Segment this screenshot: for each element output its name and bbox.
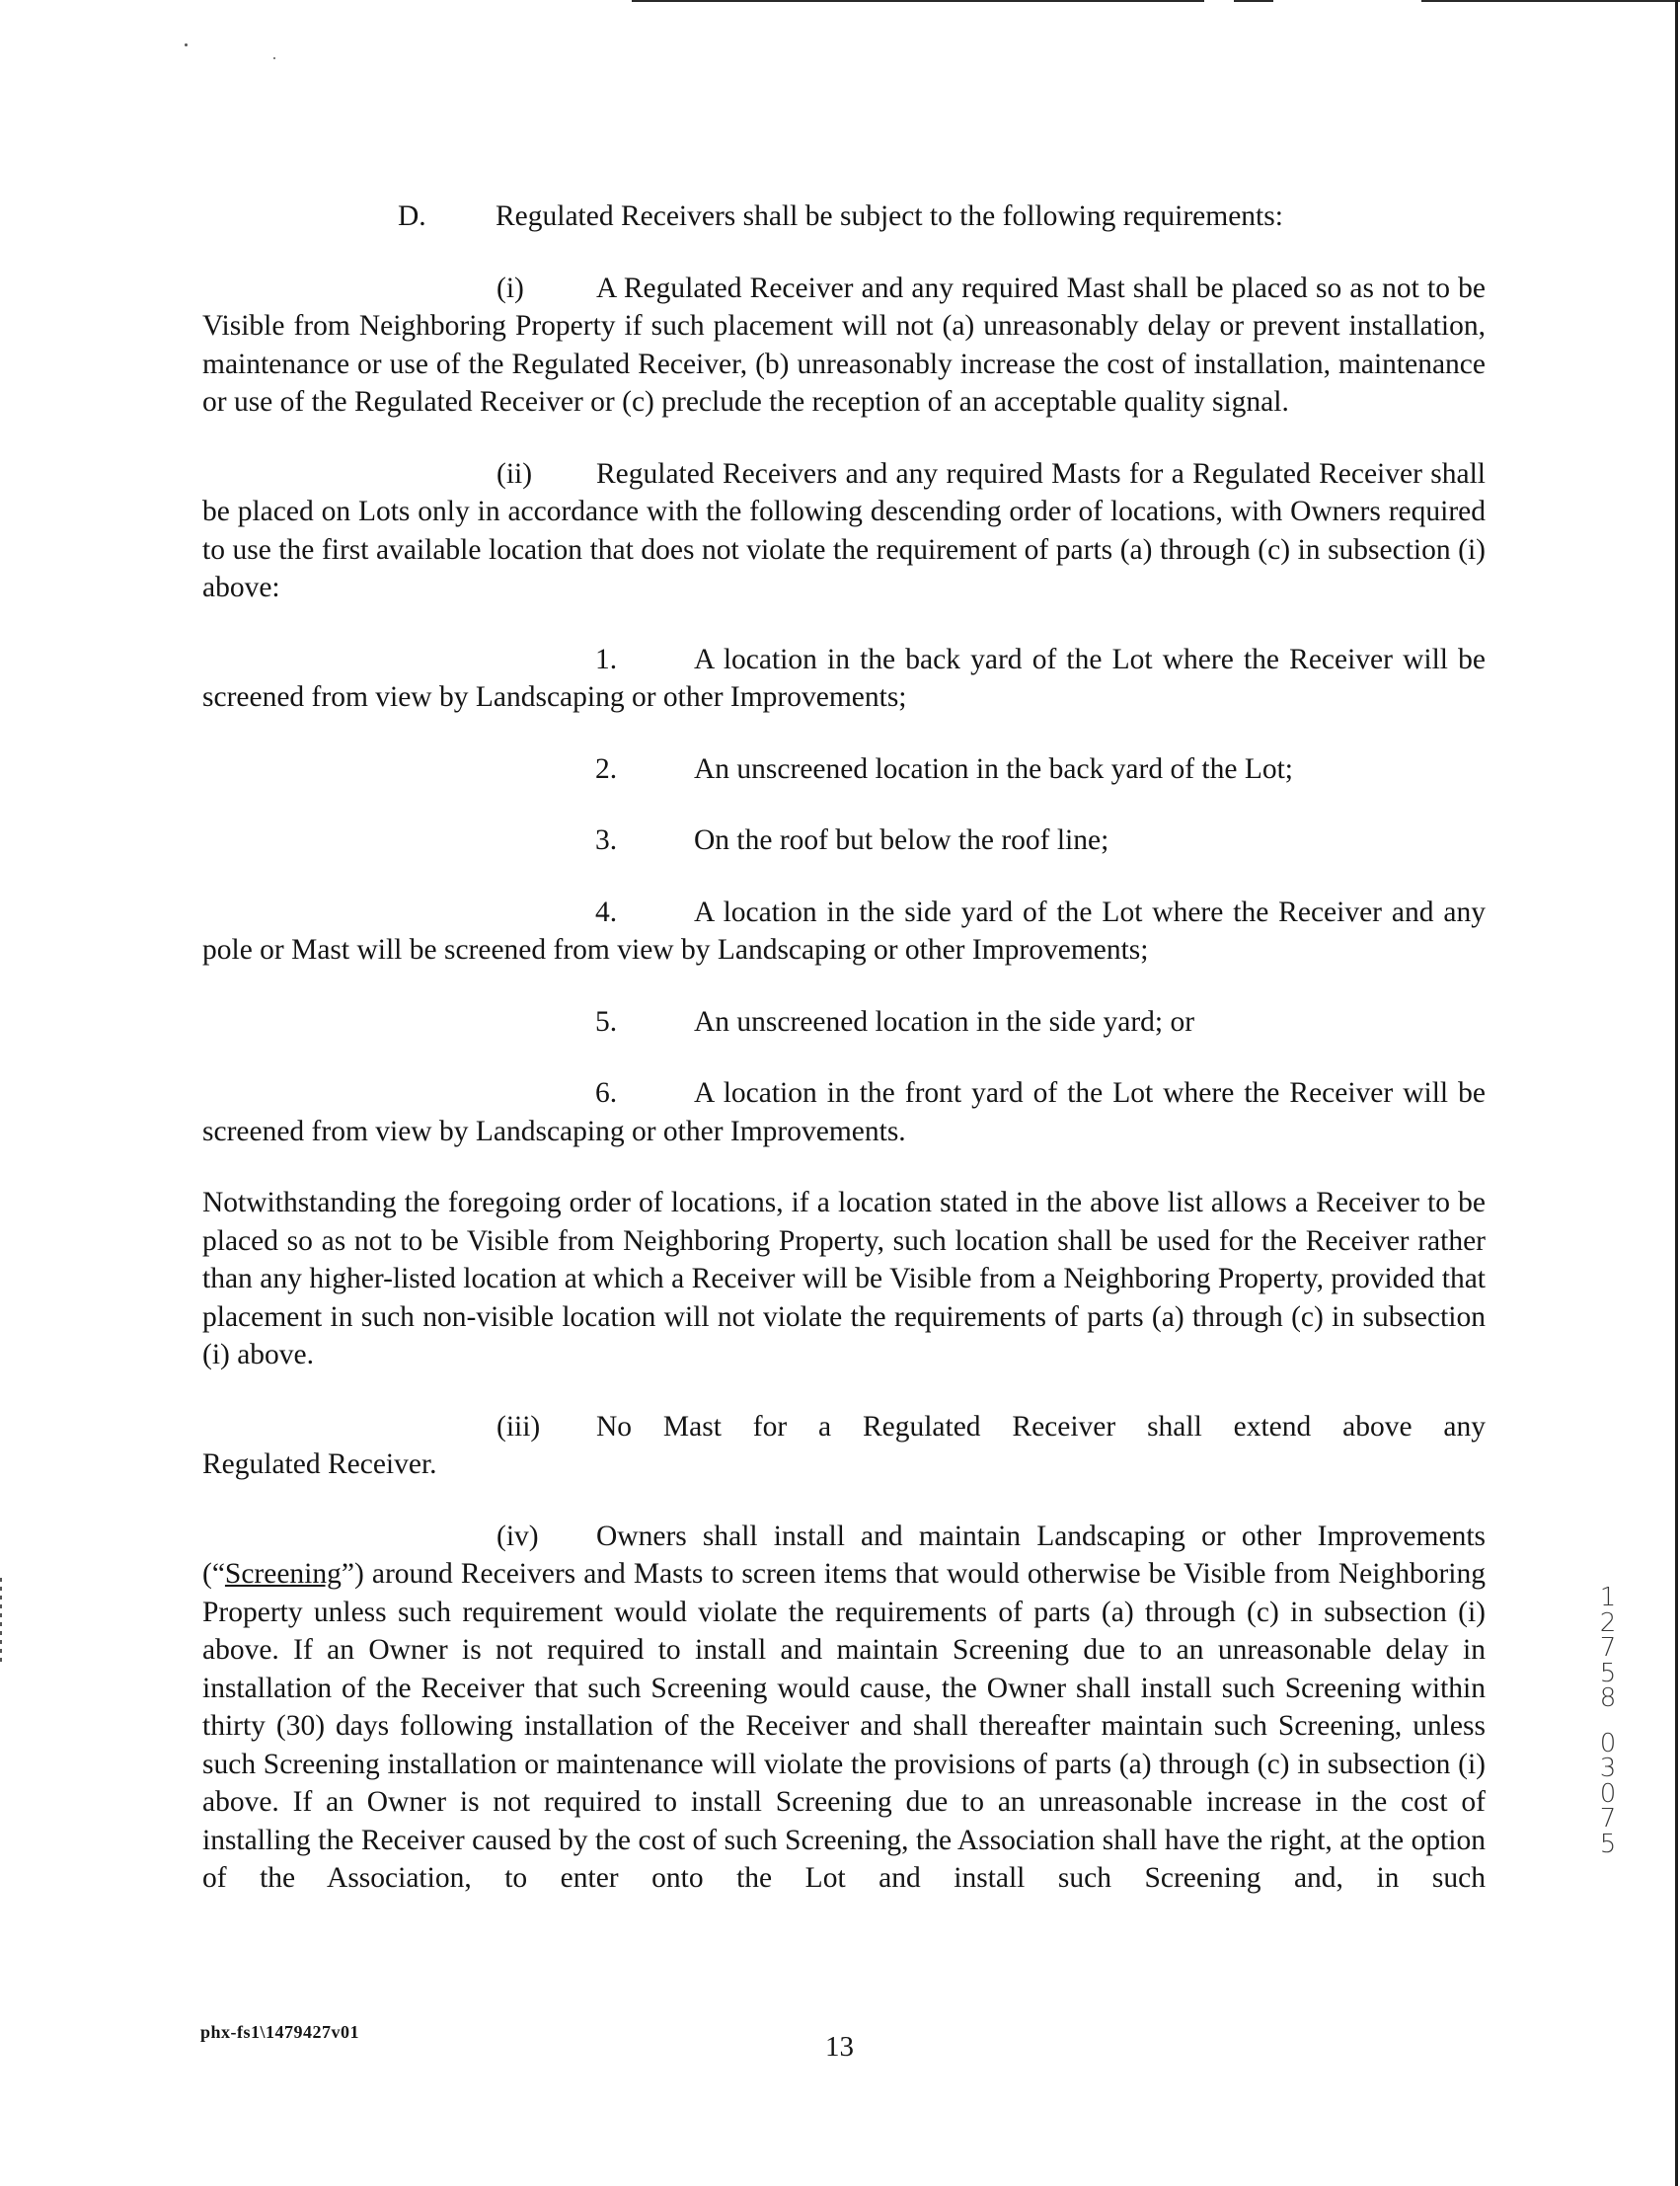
location-item-5 <box>202 1003 1486 1042</box>
list-text: A location in the back yard of the Lot where the Receiver will be screened from view by Landscaping or other Improvements; <box>202 643 1486 713</box>
stamp-digit: 5 <box>1599 1829 1617 1859</box>
list-number: 3. <box>595 824 618 856</box>
stamp-digit: 7 <box>1599 1633 1617 1663</box>
location-item-3 <box>202 821 1486 860</box>
notwithstanding-paragraph: Notwithstanding the foregoing order of locations, if a location stated in the above list allows a Receiver to be placed so as not to be Visible from Neighboring Property, such location shall be used for the Receiver rather than any higher-listed location at which a Receiver will be Visible from a Neighboring Property, provided that placement in such non-visible location will not violate the requirements of parts (a) through (c) in subsection (i) above. <box>202 1187 1486 1370</box>
list-text: A location in the front yard of the Lot where the Receiver will be screened from view by Landscaping or other Improvements. <box>202 1077 1486 1147</box>
subsection-text: ”) around Receivers and Masts to screen items that would otherwise be Visible from Neighboring Property unless such requirement would violate the requirements of parts (a) through (c) in subsection (i) above. If an Owner is not required to install and maintain Screening due to an unreasonable delay in installation of the Receiver that such Screening would cause, the Owner shall install such Screening within thirty (30) days following installation of the Receiver and shall thereafter maintain such Screening, unless such Screening installation or maintenance will violate the provisions of parts (a) through (c) in subsection (i) above. If an Owner is not required to install Screening due to an unreasonable increase in the cost of installing the Receiver caused by the cost of such Screening, the Association shall have the right, at the option of the Association, to enter onto the Lot and install such Screening and, in such <box>202 1558 1486 1894</box>
defined-term-screening: Screening <box>224 1558 342 1590</box>
scan-edge <box>1421 0 1680 2</box>
list-text: On the roof but below the roof line; <box>694 824 1109 856</box>
section-label: D. <box>398 200 426 232</box>
list-number: 1. <box>595 643 618 675</box>
subsection-iii <box>202 1408 1486 1446</box>
subsection-label: (iii) <box>496 1410 541 1443</box>
scan-speck <box>273 57 275 59</box>
section-text: Regulated Receivers shall be subject to the following requirements: <box>496 200 1283 232</box>
stamp-digit: 2 <box>1599 1607 1617 1638</box>
subsection-text: A Regulated Receiver and any required Mast shall be placed so as not to be Visible from Neighboring Property if such placement will not (a) unreasonably delay or prevent installation, maintenance or use of the Regulated Receiver, (b) unreasonably increase the cost of installation, maintenance or use of the Regulated Receiver or (c) preclude the reception of an acceptable quality signal. <box>202 272 1486 418</box>
scan-edge <box>632 0 1204 2</box>
scan-edge <box>0 1578 2 1667</box>
location-item-4 <box>202 894 1486 970</box>
list-text: An unscreened location in the side yard; or <box>694 1005 1195 1038</box>
subsection-ii <box>202 455 1486 607</box>
scan-edge <box>1675 0 1678 2186</box>
location-item-6 <box>202 1074 1486 1150</box>
document-id: phx-fs1\1479427v01 <box>200 2022 360 2042</box>
stamp-digit: 3 <box>1599 1754 1617 1783</box>
scan-edge <box>1234 0 1273 2</box>
recording-stamp <box>1593 1583 1623 1859</box>
list-number: 5. <box>595 1005 618 1038</box>
list-number: 6. <box>595 1077 618 1109</box>
scan-speck <box>185 43 188 46</box>
page-number: 13 <box>825 2031 854 2063</box>
location-item-1 <box>202 641 1486 717</box>
document-body <box>202 197 1486 1898</box>
stamp-digit: 1 <box>1599 1583 1617 1612</box>
list-number: 4. <box>595 896 618 928</box>
subsection-iii-continuation: Regulated Receiver. <box>202 1448 437 1480</box>
section-d-heading <box>202 197 1486 236</box>
location-item-2 <box>202 750 1486 789</box>
subsection-iv <box>202 1518 1486 1898</box>
subsection-label: (iv) <box>496 1520 539 1552</box>
subsection-text: Owners shall install and maintain Landscaping or other Improvements (“ <box>202 1520 1486 1590</box>
list-text: A location in the side yard of the Lot where the Receiver and any pole or Mast will be screened from view by Landscaping or other Improvements; <box>202 896 1486 966</box>
subsection-label: (i) <box>496 272 524 304</box>
stamp-digit: 0 <box>1599 1778 1617 1809</box>
list-text: An unscreened location in the back yard of the Lot; <box>694 752 1293 785</box>
subsection-label: (ii) <box>496 457 533 490</box>
subsection-text: No Mast for a Regulated Receiver shall extend above any <box>596 1410 1486 1443</box>
stamp-digit: 7 <box>1599 1804 1617 1834</box>
subsection-i <box>202 270 1486 422</box>
subsection-text: Regulated Receivers and any required Masts for a Regulated Receiver shall be placed on Lots only in accordance with the following descending order of locations, with Owners required to use the first available location that does not violate the requirement of parts (a) through (c) in subsection (i) above: <box>202 457 1486 603</box>
stamp-digit: 8 <box>1599 1683 1617 1713</box>
stamp-digit: 5 <box>1599 1658 1617 1688</box>
list-number: 2. <box>595 752 618 785</box>
stamp-digit: 0 <box>1599 1728 1617 1758</box>
